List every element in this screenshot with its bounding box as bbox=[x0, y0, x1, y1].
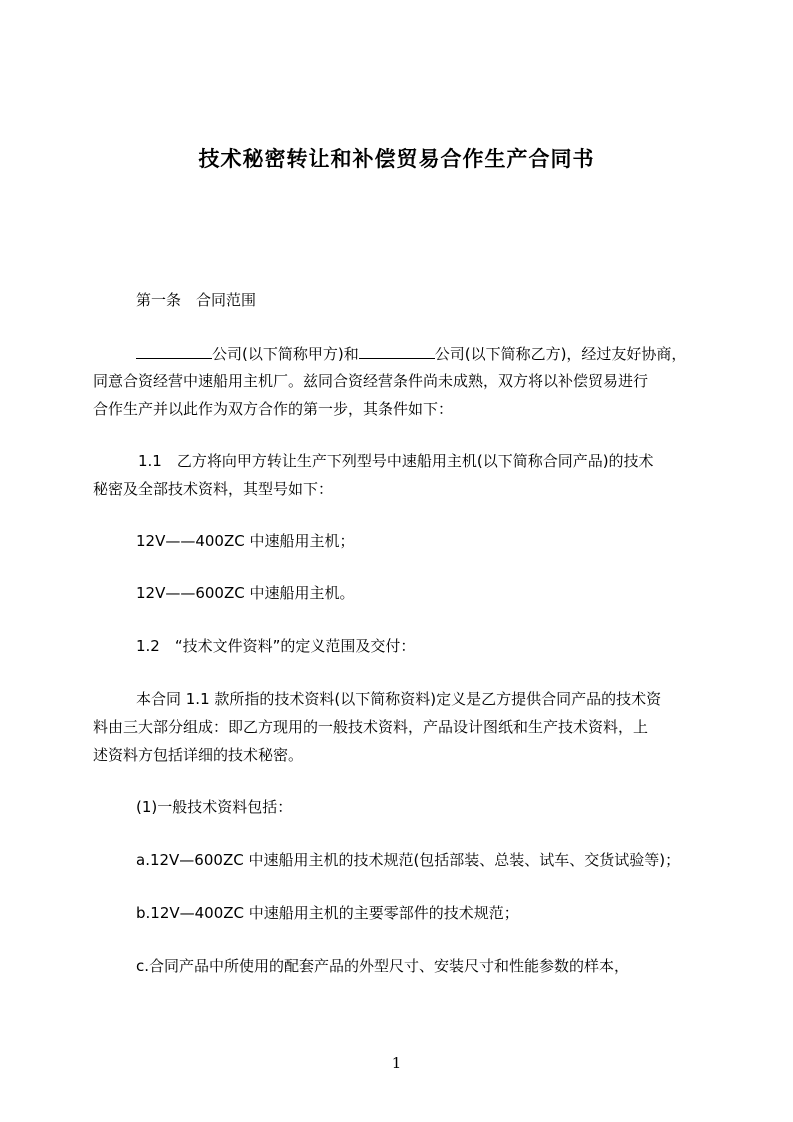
intro-line1-a: 公司(以下简称甲方)和 bbox=[212, 345, 359, 363]
document-title: 技术秘密转让和补偿贸易合作生产合同书 bbox=[198, 147, 595, 171]
clause-1-2-heading: 1.2 “技术文件资料”的定义范围及交付： bbox=[136, 637, 416, 655]
party-a-blank bbox=[136, 343, 212, 359]
intro-line1-b: 公司(以下简称乙方)，经过友好协商， bbox=[434, 345, 687, 363]
intro-paragraph-line-3: 合作生产并以此作为双方合作的第一步，其条件如下： bbox=[93, 400, 454, 418]
model-item: 12V——600ZC 中速船用主机。 bbox=[136, 584, 355, 602]
general-materials-item: a.12V—600ZC 中速船用主机的技术规范(包括部装、总装、试车、交货试验等)； bbox=[136, 851, 681, 869]
clause-1-1-line-2: 秘密及全部技术资料，其型号如下： bbox=[93, 480, 334, 498]
article-1-heading: 第一条 合同范围 bbox=[136, 291, 257, 309]
general-materials-item: c.合同产品中所使用的配套产品的外型尺寸、安装尺寸和性能参数的样本， bbox=[136, 957, 630, 975]
clause-1-2-line-1: 本合同 1.1 款所指的技术资料(以下简称资料)定义是乙方提供合同产品的技术资 bbox=[136, 690, 662, 708]
general-materials-heading: (1)一般技术资料包括： bbox=[136, 798, 293, 816]
general-materials-item: b.12V—400ZC 中速船用主机的主要零部件的技术规范； bbox=[136, 904, 519, 922]
clause-1-2-line-3: 述资料方包括详细的技术秘密。 bbox=[93, 746, 304, 764]
page-number: 1 bbox=[391, 1054, 402, 1072]
intro-paragraph-line-1 bbox=[136, 343, 686, 364]
clause-1-1-line-1: 1.1 乙方将向甲方转让生产下列型号中速船用主机(以下简称合同产品)的技术 bbox=[138, 452, 654, 470]
intro-paragraph-line-2: 同意合资经营中速船用主机厂。兹同合资经营条件尚未成熟，双方将以补偿贸易进行 bbox=[93, 372, 649, 390]
model-item: 12V——400ZC 中速船用主机； bbox=[136, 532, 355, 550]
party-b-blank bbox=[359, 343, 435, 359]
clause-1-2-line-2: 料由三大部分组成：即乙方现用的一般技术资料，产品设计图纸和生产技术资料，上 bbox=[93, 718, 649, 736]
